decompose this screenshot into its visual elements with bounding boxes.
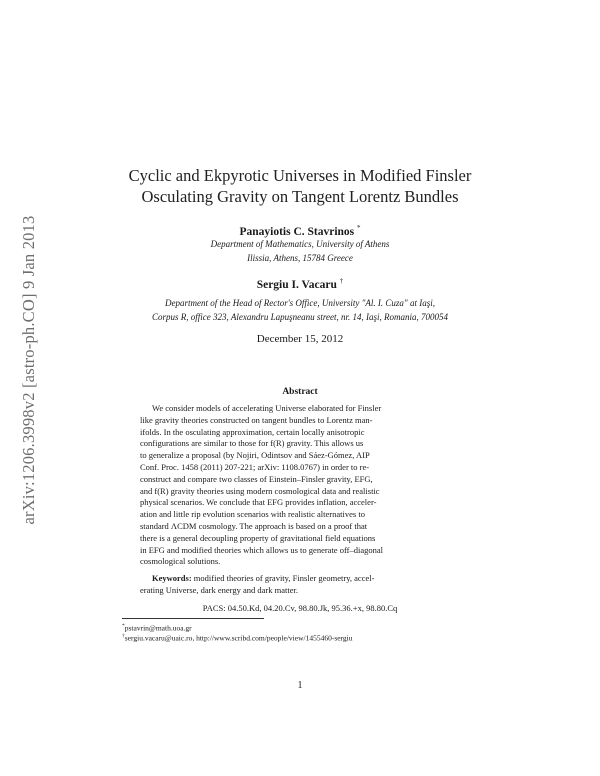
author-2-affiliation <box>30 297 570 324</box>
author-1-mark: * <box>357 224 361 232</box>
paper-date: December 15, 2012 <box>256 333 344 345</box>
author-2-affil-line-1: Department of the Head of Rector's Office, University "Al. I. Cuza" at Iaşi, <box>165 298 435 308</box>
abstract-line: physical scenarios. We conclude that EFG provides inflation, acceler- <box>140 497 377 508</box>
keywords-label: Keywords: <box>152 573 192 583</box>
paper-page <box>110 0 490 776</box>
abstract-line: to generalize a proposal (by Nojiri, Odintsov and Sáez-Gómez, AIP <box>140 450 370 461</box>
footnote-2 <box>122 631 353 644</box>
author-1-name: Panayiotis C. Stavrinos <box>239 225 355 238</box>
keywords-line-2: erating Universe, dark energy and dark matter. <box>140 584 298 595</box>
abstract-line: in EFG and modified theories which allows us to generate off–diagonal <box>140 544 383 555</box>
footnote-1-text: pstavrin@math.uoa.gr <box>124 623 192 633</box>
arxiv-stamp-text: arXiv:1206.3998v2 [astro-ph.CO] 9 Jan 2013 <box>19 215 38 525</box>
footnote-1-mark: * <box>122 623 125 629</box>
paper-title <box>110 165 490 207</box>
abstract-line: ation and little rip evolution scenarios with realistic alternatives to <box>140 509 365 520</box>
abstract-line: there is a general decoupling property of gravitational field equations <box>140 532 376 543</box>
abstract-line: like gravity theories constructed on tangent bundles to Lorentz man- <box>140 414 373 425</box>
abstract-line: configurations are similar to those for f(R) gravity. This allows us <box>140 438 364 449</box>
author-1-affil-line-2: Ilissia, Athens, 15784 Greece <box>247 252 353 263</box>
keywords <box>140 573 460 597</box>
page-number: 1 <box>297 680 303 691</box>
abstract-line: ifolds. In the osculating approximation, certain locally anisotropic <box>140 426 365 437</box>
abstract-line: We consider models of accelerating Universe elaborated for Finsler <box>152 403 382 413</box>
author-1-affiliation <box>110 238 490 265</box>
abstract-line: and f(R) gravity theories using modern cosmological data and realistic <box>140 485 380 496</box>
abstract-line: standard ΛCDM cosmology. The approach is based on a proof that <box>140 520 368 531</box>
title-line-1: Cyclic and Ekpyrotic Universes in Modified Finsler <box>128 166 472 185</box>
author-2-affil-line-2: Corpus R, office 323, Alexandru Lapuşneanu street, nr. 14, Iaşi, Romania, 700054 <box>152 311 448 322</box>
footnote-2-mark: † <box>122 633 125 639</box>
author-1-affil-line-1: Department of Mathematics, University of Athens <box>210 239 390 249</box>
pacs-codes: PACS: 04.50.Kd, 04.20.Cv, 98.80.Jk, 95.36.+x, 98.80.Cq <box>202 603 398 613</box>
title-line-2: Osculating Gravity on Tangent Lorentz Bundles <box>141 187 459 206</box>
abstract-body <box>140 403 460 568</box>
footnote-rule <box>122 618 264 619</box>
footnote-2-text: sergiu.vacaru@uaic.ro, http://www.scribd.com/people/view/1455460-sergiu <box>124 633 353 643</box>
author-2-name: Sergiu I. Vacaru <box>256 278 337 291</box>
author-2-mark: † <box>339 277 344 285</box>
author-1 <box>110 224 490 238</box>
arxiv-stamp <box>14 180 44 560</box>
author-2 <box>110 277 490 291</box>
abstract-line: construct and compare two classes of Einstein–Finsler gravity, EFG, <box>140 473 373 484</box>
keywords-line-1: modified theories of gravity, Finsler geometry, accel- <box>193 573 375 583</box>
abstract-line: cosmological solutions. <box>140 556 221 567</box>
abstract-line: Conf. Proc. 1458 (2011) 207-221; arXiv: 1108.0767) in order to re- <box>140 461 370 472</box>
abstract-heading: Abstract <box>282 387 318 397</box>
